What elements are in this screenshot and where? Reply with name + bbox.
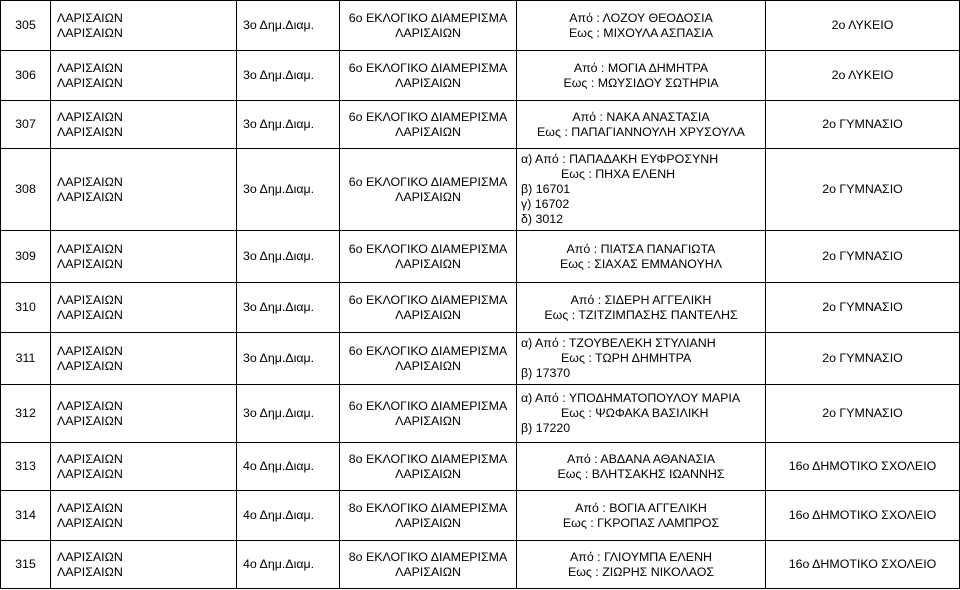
- municipality-cell: ΛΑΡΙΣΑΙΩΝ ΛΑΡΙΣΑΙΩΝ: [51, 149, 237, 231]
- school-cell: 16ο ΔΗΜΟΤΙΚΟ ΣΧΟΛΕΙΟ: [766, 541, 960, 589]
- school-cell: 2ο ΛΥΚΕΙΟ: [766, 51, 960, 101]
- municipality-cell: ΛΑΡΙΣΑΙΩΝ ΛΑΡΙΣΑΙΩΝ: [51, 491, 237, 541]
- voter-range-cell: α) Από : ΥΠΟΔΗΜΑΤΟΠΟΥΛΟΥ ΜΑΡΙΑ Εως : ΨΩΦΑΚΑ ΒΑΣΙΛΙΚΗ β) 17220: [517, 385, 766, 443]
- electoral-district-cell: 6ο ΕΚΛΟΓΙΚΟ ΔΙΑΜΕΡΙΣΜΑ ΛΑΡΙΣΑΙΩΝ: [340, 101, 517, 149]
- electoral-district-cell: 6ο ΕΚΛΟΓΙΚΟ ΔΙΑΜΕΡΙΣΜΑ ΛΑΡΙΣΑΙΩΝ: [340, 231, 517, 283]
- voter-range-cell: Από : ΝΑΚΑ ΑΝΑΣΤΑΣΙΑ Εως : ΠΑΠΑΓΙΑΝΝΟΥΛΗ ΧΡΥΣΟΥΛΑ: [517, 101, 766, 149]
- table-row: [1, 491, 960, 541]
- table-row: [1, 385, 960, 443]
- table-row: [1, 149, 960, 231]
- voter-range-cell: Από : ΓΛΙΟΥΜΠΑ ΕΛΕΝΗ Εως : ΖΙΩΡΗΣ ΝΙΚΟΛΑΟΣ: [517, 541, 766, 589]
- voter-range-cell: Από : ΜΟΓΙΑ ΔΗΜΗΤΡΑ Εως : ΜΩΥΣΙΔΟΥ ΣΩΤΗΡΙΑ: [517, 51, 766, 101]
- school-cell: 2ο ΓΥΜΝΑΣΙΟ: [766, 149, 960, 231]
- electoral-district-cell: 6ο ΕΚΛΟΓΙΚΟ ΔΙΑΜΕΡΙΣΜΑ ΛΑΡΙΣΑΙΩΝ: [340, 283, 517, 333]
- electoral-district-cell: 6ο ΕΚΛΟΓΙΚΟ ΔΙΑΜΕΡΙΣΜΑ ΛΑΡΙΣΑΙΩΝ: [340, 385, 517, 443]
- municipal-division-cell: 3ο Δημ.Διαμ.: [237, 333, 340, 385]
- electoral-district-cell: 6ο ΕΚΛΟΓΙΚΟ ΔΙΑΜΕΡΙΣΜΑ ΛΑΡΙΣΑΙΩΝ: [340, 149, 517, 231]
- table-body: [1, 1, 960, 589]
- station-number: 310: [1, 283, 51, 333]
- municipality-cell: ΛΑΡΙΣΑΙΩΝ ΛΑΡΙΣΑΙΩΝ: [51, 1, 237, 51]
- municipality-cell: ΛΑΡΙΣΑΙΩΝ ΛΑΡΙΣΑΙΩΝ: [51, 231, 237, 283]
- municipality-cell: ΛΑΡΙΣΑΙΩΝ ΛΑΡΙΣΑΙΩΝ: [51, 541, 237, 589]
- municipality-cell: ΛΑΡΙΣΑΙΩΝ ΛΑΡΙΣΑΙΩΝ: [51, 333, 237, 385]
- station-number: 312: [1, 385, 51, 443]
- voter-range-cell: α) Από : ΠΑΠΑΔΑΚΗ ΕΥΦΡΟΣΥΝΗ Εως : ΠΗΧΑ ΕΛΕΝΗ β) 16701 γ) 16702 δ) 3012: [517, 149, 766, 231]
- municipal-division-cell: 3ο Δημ.Διαμ.: [237, 149, 340, 231]
- school-cell: 2ο ΛΥΚΕΙΟ: [766, 1, 960, 51]
- electoral-district-cell: 8ο ΕΚΛΟΓΙΚΟ ΔΙΑΜΕΡΙΣΜΑ ΛΑΡΙΣΑΙΩΝ: [340, 491, 517, 541]
- voter-range-cell: Από : ΑΒΔΑΝΑ ΑΘΑΝΑΣΙΑ Εως : ΒΛΗΤΣΑΚΗΣ ΙΩΑΝΝΗΣ: [517, 443, 766, 491]
- electoral-district-cell: 8ο ΕΚΛΟΓΙΚΟ ΔΙΑΜΕΡΙΣΜΑ ΛΑΡΙΣΑΙΩΝ: [340, 541, 517, 589]
- municipality-cell: ΛΑΡΙΣΑΙΩΝ ΛΑΡΙΣΑΙΩΝ: [51, 443, 237, 491]
- municipality-cell: ΛΑΡΙΣΑΙΩΝ ΛΑΡΙΣΑΙΩΝ: [51, 283, 237, 333]
- municipal-division-cell: 3ο Δημ.Διαμ.: [237, 231, 340, 283]
- municipal-division-cell: 3ο Δημ.Διαμ.: [237, 1, 340, 51]
- school-cell: 2ο ΓΥΜΝΑΣΙΟ: [766, 283, 960, 333]
- voter-range-cell: Από : ΣΙΔΕΡΗ ΑΓΓΕΛΙΚΗ Εως : ΤΖΙΤΖΙΜΠΑΣΗΣ ΠΑΝΤΕΛΗΣ: [517, 283, 766, 333]
- voter-range-cell: Από : ΠΙΑΤΣΑ ΠΑΝΑΓΙΩΤΑ Εως : ΣΙΑΧΑΣ ΕΜΜΑΝΟΥΗΛ: [517, 231, 766, 283]
- table-row: [1, 1, 960, 51]
- table-row: [1, 541, 960, 589]
- electoral-district-cell: 8ο ΕΚΛΟΓΙΚΟ ΔΙΑΜΕΡΙΣΜΑ ΛΑΡΙΣΑΙΩΝ: [340, 443, 517, 491]
- table-row: [1, 101, 960, 149]
- table-row: [1, 443, 960, 491]
- station-number: 305: [1, 1, 51, 51]
- voter-range-cell: α) Από : ΤΖΟΥΒΕΛΕΚΗ ΣΤΥΛΙΑΝΗ Εως : ΤΩΡΗ ΔΗΜΗΤΡΑ β) 17370: [517, 333, 766, 385]
- municipal-division-cell: 4ο Δημ.Διαμ.: [237, 541, 340, 589]
- municipal-division-cell: 3ο Δημ.Διαμ.: [237, 283, 340, 333]
- school-cell: 2ο ΓΥΜΝΑΣΙΟ: [766, 385, 960, 443]
- electoral-district-cell: 6ο ΕΚΛΟΓΙΚΟ ΔΙΑΜΕΡΙΣΜΑ ΛΑΡΙΣΑΙΩΝ: [340, 1, 517, 51]
- municipal-division-cell: 3ο Δημ.Διαμ.: [237, 51, 340, 101]
- table-row: [1, 333, 960, 385]
- municipality-cell: ΛΑΡΙΣΑΙΩΝ ΛΑΡΙΣΑΙΩΝ: [51, 385, 237, 443]
- table-row: [1, 51, 960, 101]
- station-number: 307: [1, 101, 51, 149]
- station-number: 315: [1, 541, 51, 589]
- school-cell: 16ο ΔΗΜΟΤΙΚΟ ΣΧΟΛΕΙΟ: [766, 443, 960, 491]
- station-number: 314: [1, 491, 51, 541]
- table-row: [1, 283, 960, 333]
- municipal-division-cell: 3ο Δημ.Διαμ.: [237, 385, 340, 443]
- school-cell: 2ο ΓΥΜΝΑΣΙΟ: [766, 333, 960, 385]
- school-cell: 16ο ΔΗΜΟΤΙΚΟ ΣΧΟΛΕΙΟ: [766, 491, 960, 541]
- voter-range-cell: Από : ΒΟΓΙΑ ΑΓΓΕΛΙΚΗ Εως : ΓΚΡΟΠΑΣ ΛΑΜΠΡΟΣ: [517, 491, 766, 541]
- municipality-cell: ΛΑΡΙΣΑΙΩΝ ΛΑΡΙΣΑΙΩΝ: [51, 51, 237, 101]
- electoral-district-cell: 6ο ΕΚΛΟΓΙΚΟ ΔΙΑΜΕΡΙΣΜΑ ΛΑΡΙΣΑΙΩΝ: [340, 51, 517, 101]
- station-number: 313: [1, 443, 51, 491]
- school-cell: 2ο ΓΥΜΝΑΣΙΟ: [766, 231, 960, 283]
- station-number: 311: [1, 333, 51, 385]
- school-cell: 2ο ΓΥΜΝΑΣΙΟ: [766, 101, 960, 149]
- station-number: 309: [1, 231, 51, 283]
- municipality-cell: ΛΑΡΙΣΑΙΩΝ ΛΑΡΙΣΑΙΩΝ: [51, 101, 237, 149]
- station-number: 308: [1, 149, 51, 231]
- station-number: 306: [1, 51, 51, 101]
- municipal-division-cell: 3ο Δημ.Διαμ.: [237, 101, 340, 149]
- electoral-district-cell: 6ο ΕΚΛΟΓΙΚΟ ΔΙΑΜΕΡΙΣΜΑ ΛΑΡΙΣΑΙΩΝ: [340, 333, 517, 385]
- voter-range-cell: Από : ΛΟΖΟΥ ΘΕΟΔΟΣΙΑ Εως : ΜΙΧΟΥΛΑ ΑΣΠΑΣΙΑ: [517, 1, 766, 51]
- table-row: [1, 231, 960, 283]
- municipal-division-cell: 4ο Δημ.Διαμ.: [237, 443, 340, 491]
- municipal-division-cell: 4ο Δημ.Διαμ.: [237, 491, 340, 541]
